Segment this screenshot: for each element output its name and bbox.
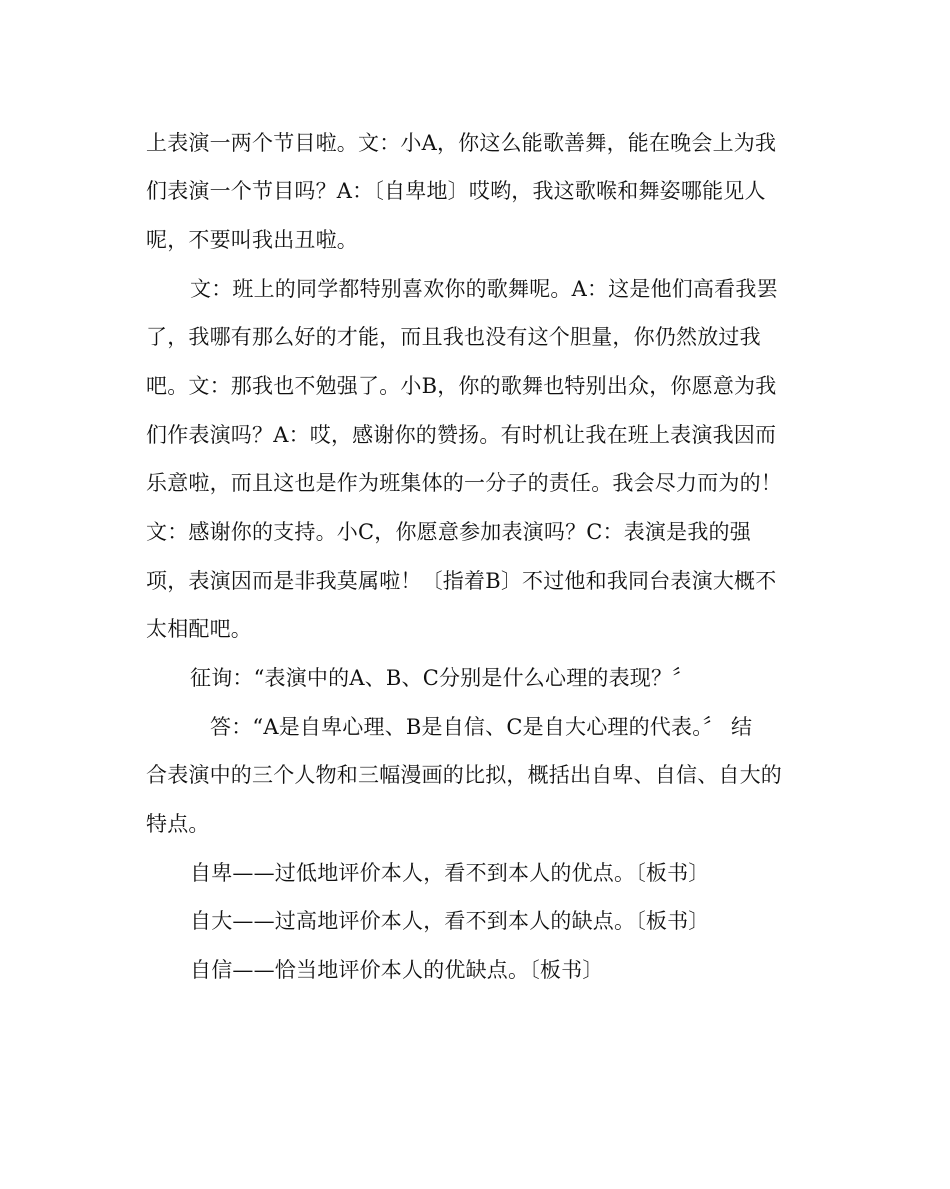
answer-line: 答：“A是自卑心理、B是自信、C是自大心理的代表。〞 结 (210, 715, 753, 739)
text-line-9: 文：感谢你的支持。小C，你愿意参加表演吗？C：表演是我的强 (146, 520, 751, 544)
text-line-14: 合表演中的三个人物和三幅漫画的比拟，概括出自卑、自信、自大的 (146, 763, 782, 787)
text-line-7: 们作表演吗？A：哎，感谢你的赞扬。有时机让我在班上表演我因而 (146, 423, 777, 447)
text-line-11: 太相配吧。 (146, 617, 252, 641)
board-note-arrogance: 自大——过高地评价本人，看不到本人的缺点。〔板书〕 (190, 909, 710, 933)
text-line-8: 乐意啦，而且这也是作为班集体的一分子的责任。我会尽力而为的！ (146, 471, 782, 495)
text-line-6: 吧。文：那我也不勉强了。小B，你的歌舞也特别出众，你愿意为我 (146, 374, 777, 398)
text-line-15: 特点。 (146, 812, 210, 836)
board-note-inferiority: 自卑——过低地评价本人，看不到本人的优点。〔板书〕 (190, 861, 710, 885)
question-line: 征询：“表演中的A、B、C分别是什么心理的表现？〞 (190, 666, 694, 690)
board-note-confidence: 自信——恰当地评价本人的优缺点。〔板书〕 (190, 958, 604, 982)
text-line-2: 们表演一个节目吗？A：〔自卑地〕哎哟，我这歌喉和舞姿哪能见人 (146, 179, 766, 203)
text-line-1: 上表演一两个节目啦。文：小A，你这么能歌善舞，能在晚会上为我 (146, 131, 777, 155)
text-line-10: 项，表演因而是非我莫属啦！〔指着B〕不过他和我同台表演大概不 (146, 569, 777, 593)
text-line-3: 呢，不要叫我出丑啦。 (146, 228, 358, 252)
text-line-4: 文：班上的同学都特别喜欢你的歌舞呢。A：这是他们高看我罢 (190, 277, 778, 301)
text-line-5: 了，我哪有那么好的才能，而且我也没有这个胆量，你仍然放过我 (146, 325, 761, 349)
